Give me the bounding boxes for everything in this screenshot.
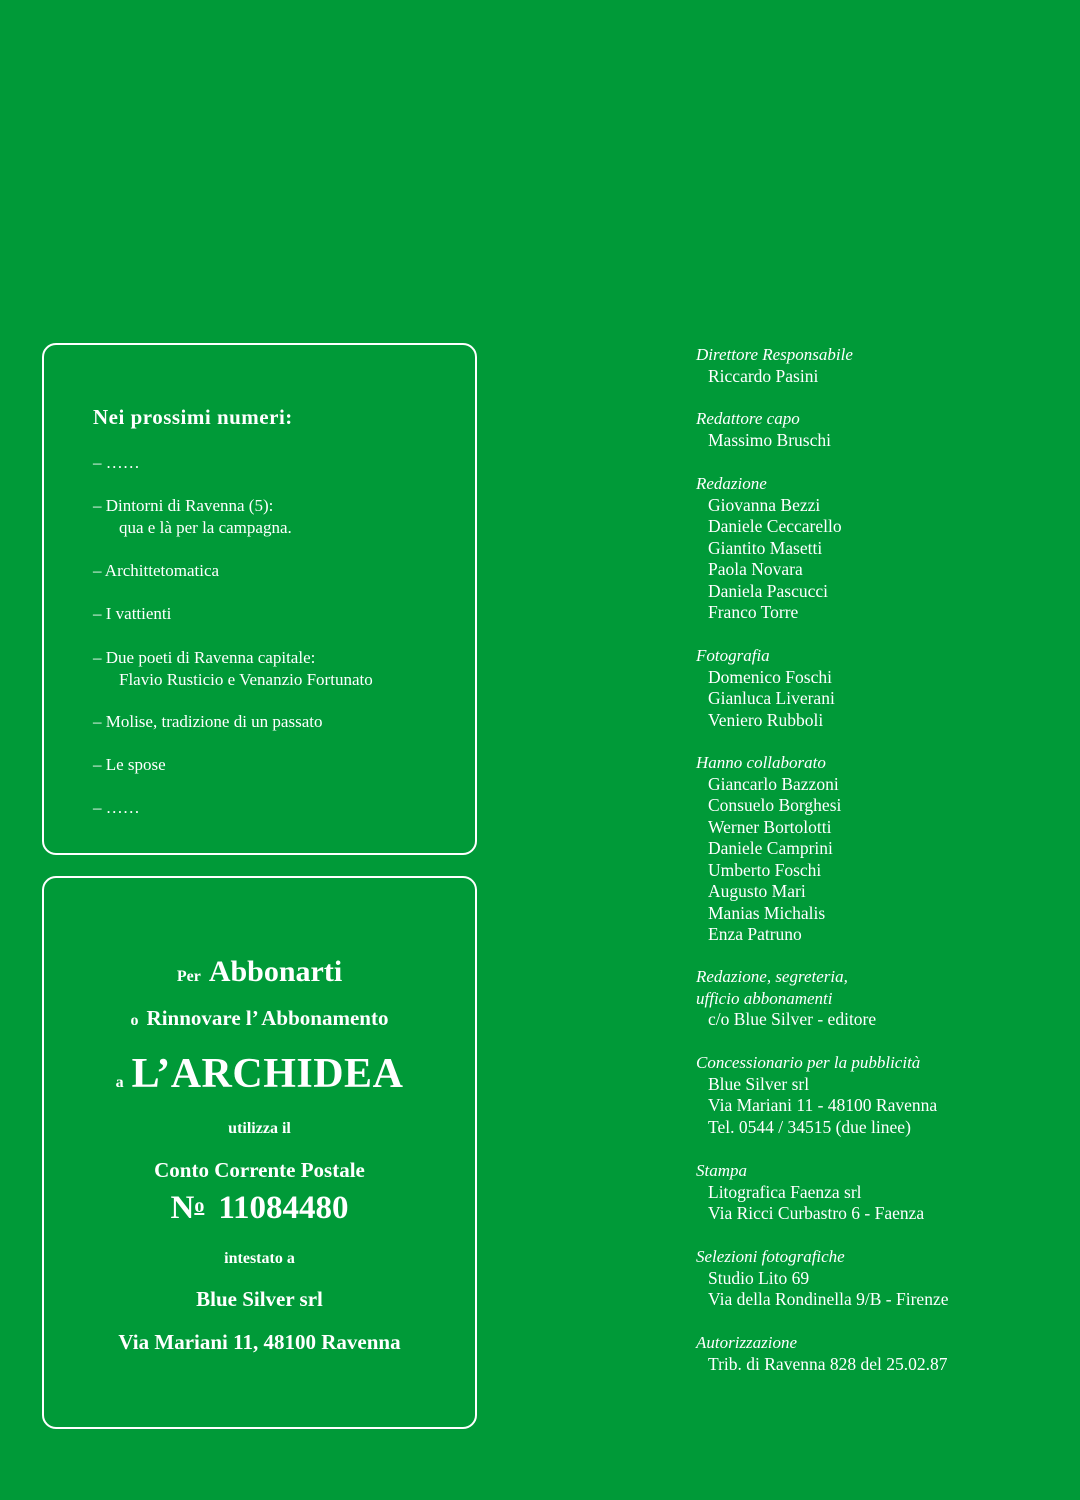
account-number: No 11084480 bbox=[170, 1190, 349, 1226]
postal-account-label: Conto Corrente Postale bbox=[154, 1158, 365, 1182]
list-item: – Due poeti di Ravenna capitale: Flavio Rusticio e Venanzio Fortunato bbox=[93, 648, 373, 689]
list-item: – Archittetomatica bbox=[93, 561, 220, 580]
list-item: – I vattienti bbox=[93, 604, 172, 623]
company-name: Blue Silver srl bbox=[196, 1287, 323, 1311]
addressed-to-line: intestato a bbox=[224, 1250, 295, 1267]
list-item: – Dintorni di Ravenna (5): qua e là per la campagna. bbox=[93, 496, 292, 537]
upcoming-title: Nei prossimi numeri: bbox=[93, 405, 293, 429]
list-item: – …… bbox=[93, 453, 140, 472]
list-item: – Le spose bbox=[93, 755, 166, 774]
credit-block: Direttore Responsabile Riccardo Pasini bbox=[696, 345, 853, 386]
list-item: – …… bbox=[93, 798, 140, 817]
list-item: – Molise, tradizione di un passato bbox=[93, 712, 323, 731]
credit-block: Redazione, segreteria, ufficio abbonamenti c/o Blue Silver - editore bbox=[696, 967, 877, 1029]
credit-block: Fotografia Domenico Foschi Gianluca Liverani Veniero Rubboli bbox=[696, 646, 835, 730]
credit-block: Concessionario per la pubblicità Blue Silver srl Via Mariani 11 - 48100 Ravenna Tel. 0544 / 34515 (due linee) bbox=[696, 1053, 938, 1137]
magazine-name: a L’ARCHIDEA bbox=[115, 1051, 404, 1097]
credit-block: Redazione Giovanna Bezzi Daniele Ceccarello Giantito Masetti Paola Novara Daniela Pascucci Franco Torre bbox=[696, 474, 842, 622]
credit-block: Selezioni fotografiche Studio Lito 69 Via della Rondinella 9/B - Firenze bbox=[696, 1247, 949, 1309]
company-address: Via Mariani 11, 48100 Ravenna bbox=[118, 1330, 401, 1354]
credit-block: Autorizzazione Trib. di Ravenna 828 del 25.02.87 bbox=[696, 1333, 948, 1374]
use-line: utilizza il bbox=[228, 1120, 291, 1137]
credit-block: Stampa Litografica Faenza srl Via Ricci Curbastro 6 - Faenza bbox=[696, 1161, 925, 1223]
renew-line: o Rinnovare l’ Abbonamento bbox=[130, 1006, 389, 1030]
credit-block: Hanno collaborato Giancarlo Bazzoni Consuelo Borghesi Werner Bortolotti Daniele Camprini Umberto Foschi Augusto Mari Manias Michalis Enza Patruno bbox=[696, 753, 842, 944]
subscribe-heading: Per Abbonarti bbox=[176, 955, 343, 988]
credit-block: Redattore capo Massimo Bruschi bbox=[696, 409, 831, 450]
